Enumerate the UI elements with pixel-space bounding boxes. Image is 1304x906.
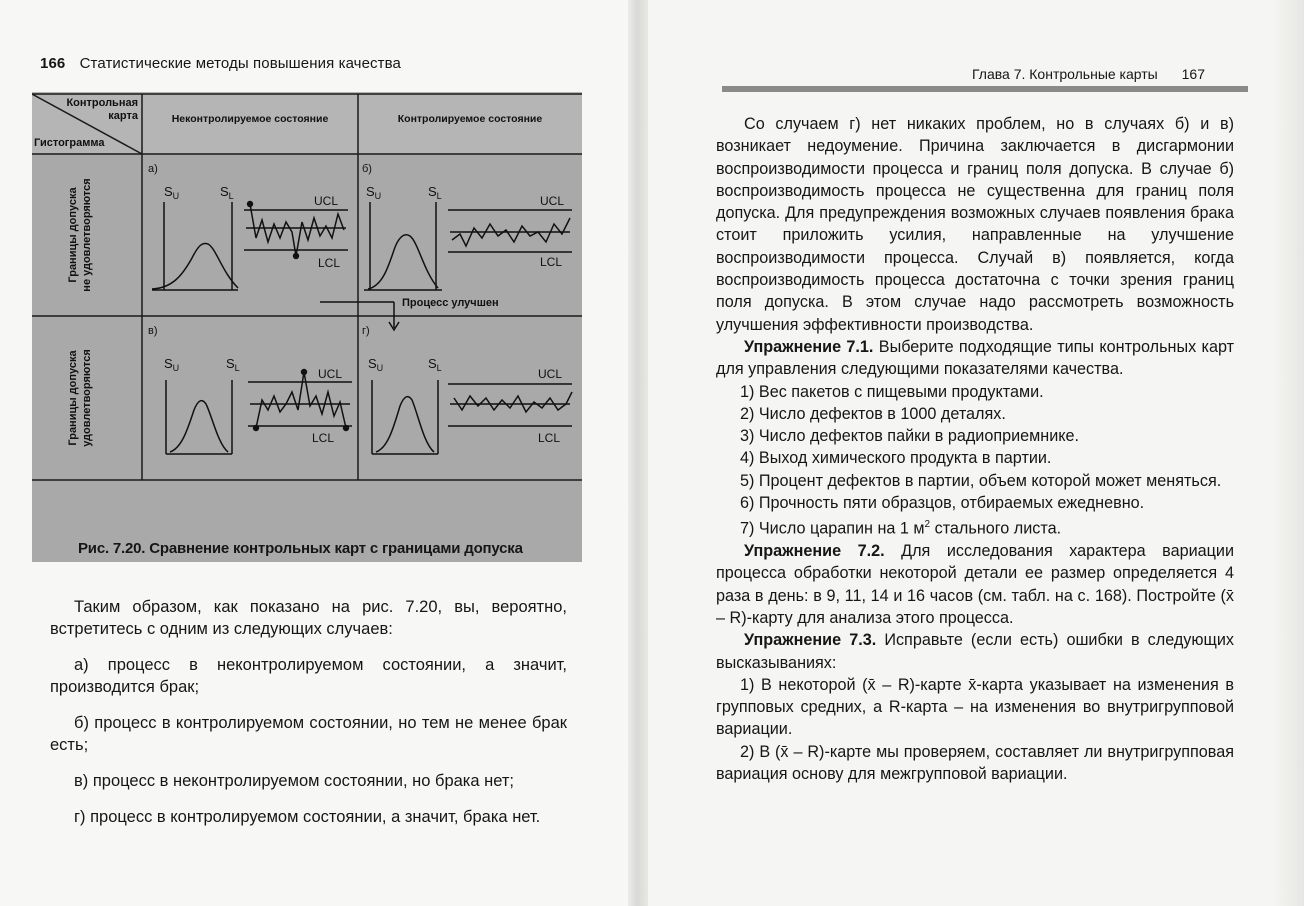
cell-d-sl: $S_L$ [428, 356, 442, 373]
cell-b-lcl: LCL [540, 255, 563, 269]
cell-a-sl: $S_L$ [220, 184, 234, 201]
book-gutter [628, 0, 648, 906]
exercise-7-1-item: 4) Выход химического продукта в партии. [740, 449, 1052, 468]
figure-caption: Рис. 7.20. Сравнение контрольных карт с границами допуска [78, 540, 523, 557]
cell-b-label: б) [362, 163, 372, 175]
cell-d-su: $S_U$ [368, 356, 384, 373]
cell-d-label: г) [362, 325, 370, 337]
corner-label-mid: карта [108, 110, 138, 122]
cell-d-ucl: UCL [538, 367, 563, 381]
header-rule [722, 86, 1248, 92]
column-header-uncontrolled: Неконтролируемое состояние [171, 113, 329, 125]
figure-background [32, 92, 582, 562]
exercise-7-2-title: Упражнение 7.2. [744, 542, 885, 561]
exercise-7-3 [716, 629, 1234, 674]
page-edge-shadow [1272, 0, 1304, 906]
corner-label-bottom: Гистограмма [34, 137, 105, 149]
figure-svg [32, 92, 582, 562]
cell-a-label: а) [148, 163, 158, 175]
exercise-7-1-item: 2) Число дефектов в 1000 деталях. [740, 404, 1006, 423]
left-page-number: 166 [40, 55, 66, 72]
row-label-satisfied-1: Границы допуска [67, 350, 79, 446]
exercise-7-1 [716, 336, 1234, 381]
right-body-text [716, 113, 1234, 785]
cell-a-su: $S_U$ [164, 184, 180, 201]
left-running-title: Статистические методы повышения качества [79, 55, 401, 72]
row-label-not-satisfied-1: Границы допуска [67, 187, 79, 283]
process-improved-label: Процесс улучшен [402, 297, 499, 309]
exercise-7-2-text: Для исследования характера вариации процесса обработки некоторой детали ее размер определяется 4 раза в день: в 9, 11, 14 и 16 часов (см. табл. на с. 168). Постройте (x̄ – R)-карту для анализа этого процесса. [716, 542, 1235, 627]
exercise-7-2 [716, 540, 1234, 629]
left-running-head [40, 55, 401, 72]
case-b: б) процесс в контролируемом состоянии, но тем не менее брак есть; [50, 714, 567, 754]
case-a: а) процесс в неконтролируемом состоянии, а значит, производится брак; [50, 656, 567, 696]
cell-b-ucl: UCL [540, 194, 565, 208]
exercise-7-1-item: 1) Вес пакетов с пищевыми продуктами. [740, 382, 1044, 401]
exercise-7-3-item: 2) В (x̄ – R)-карте мы проверяем, составляет ли внутригрупповая вариация основу для межгрупповой вариации. [716, 742, 1234, 783]
row-label-not-satisfied-2: не удовлетворяются [81, 178, 93, 292]
cell-a-ucl: UCL [314, 194, 339, 208]
cell-c-ucl: UCL [318, 367, 343, 381]
case-c: в) процесс в неконтролируемом состоянии, но брака нет; [74, 772, 515, 790]
exercise-7-3-title: Упражнение 7.3. [744, 631, 877, 650]
cell-b-su: $S_U$ [366, 184, 382, 201]
left-paragraph-intro: Таким образом, как показано на рис. 7.20, вы, вероятно, встретитесь с одним из следующих случаев: [50, 598, 567, 638]
cell-b-sl: $S_L$ [428, 184, 442, 201]
exercise-7-1-item-7: 7) Число царапин на 1 $м^2$ стального листа. [740, 519, 1062, 538]
exercise-7-1-item: 3) Число дефектов пайки в радиоприемнике. [740, 427, 1080, 446]
left-body-text [50, 596, 567, 842]
paragraph-case-discussion: Со случаем г) нет никаких проблем, но в случаях б) и в) возникает недоумение. Причина заключается в дисгармонии воспроизводимости процесса и границ поля допуска. В случае б) воспроизводимость процесса не существенна для границ поля допуска. Для предупреждения возможных случаев появления брака стоит приложить усилия, направленные на улучшение воспроизводимости процесса. Случай в) появляется, когда воспроизводимость процесса достаточна с точки зрения границ поля допуска. В этом случае надо рассмотреть возможность улучшения эффективности производства. [716, 115, 1234, 334]
cell-c-lcl: LCL [312, 431, 335, 445]
exercise-7-1-title: Упражнение 7.1. [744, 337, 874, 356]
exercise-7-3-item: 1) В некоторой (x̄ – R)-карте x̄-карта указывает на изменения в групповых средних, а R-карта – на изменения во внутригрупповой вариации. [716, 675, 1234, 739]
cell-a-lcl: LCL [318, 256, 341, 270]
right-page-number: 167 [1181, 66, 1205, 82]
exercise-7-1-item: 6) Прочность пяти образцов, отбираемых ежедневно. [740, 494, 1145, 513]
row-label-satisfied-2: удовлетворяются [81, 349, 93, 447]
cell-d-lcl: LCL [538, 431, 561, 445]
figure-7-20 [32, 92, 582, 562]
exercise-7-1-text: Выберите подходящие типы контрольных карт для управления следующими показателями качества. [716, 337, 1235, 379]
cell-c-label: в) [148, 325, 158, 337]
exercise-7-3-text: Исправьте (если есть) ошибки в следующих высказываниях: [716, 631, 1234, 672]
cell-c-su: $S_U$ [164, 356, 180, 373]
cell-c-sl: $S_L$ [226, 356, 240, 373]
right-running-head [972, 66, 1205, 82]
column-header-controlled: Контролируемое состояние [397, 113, 543, 125]
exercise-7-1-item: 5) Процент дефектов в партии, объем которой может меняться. [740, 471, 1222, 490]
right-running-title: Глава 7. Контрольные карты [972, 66, 1158, 82]
case-d: г) процесс в контролируемом состоянии, а значит, брака нет. [74, 808, 541, 826]
corner-label-top: Контрольная [66, 97, 138, 109]
